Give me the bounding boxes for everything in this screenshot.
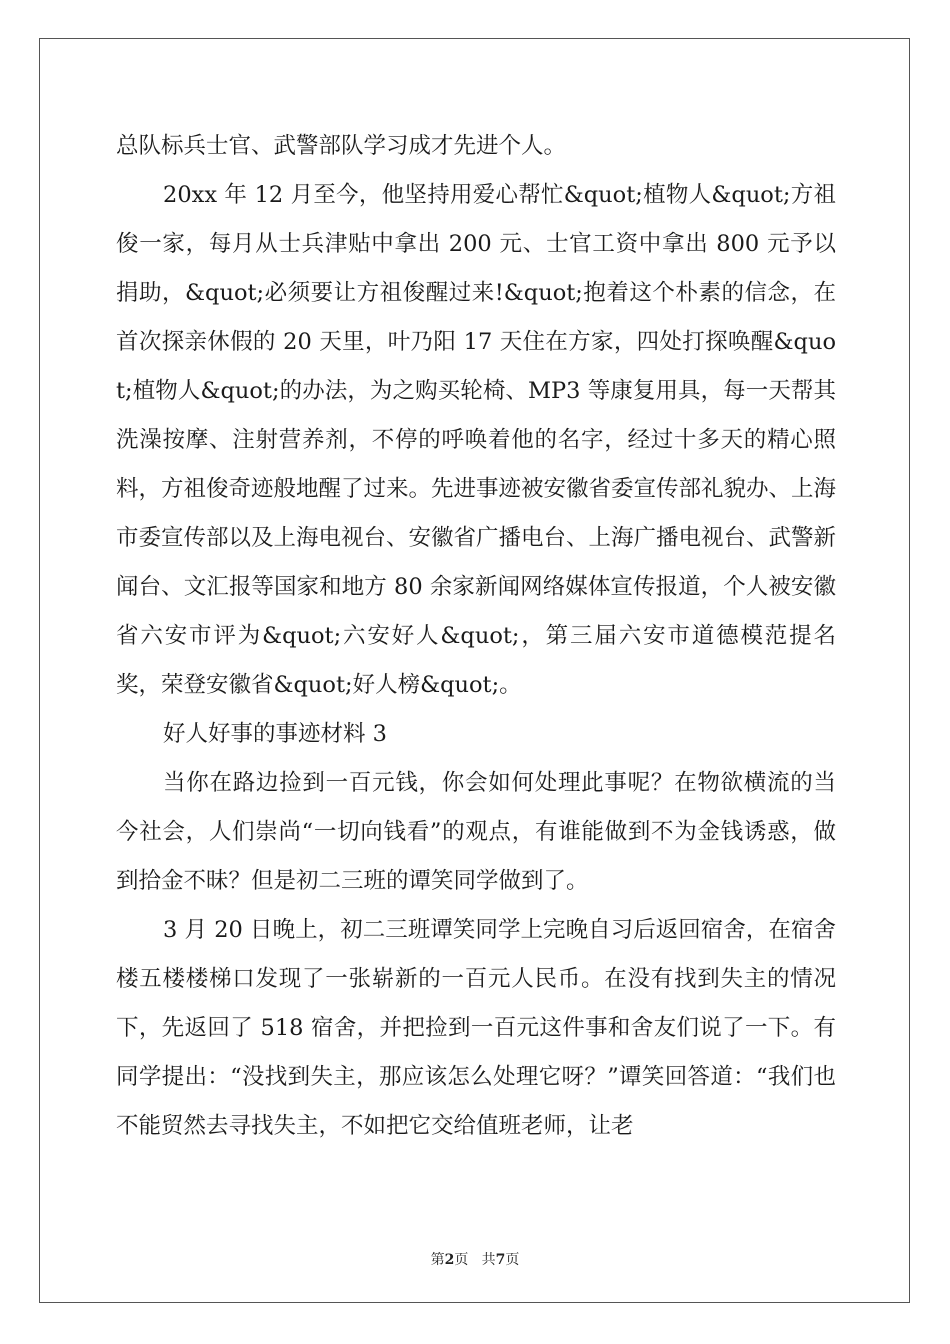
page-prefix: 第 [430, 1252, 445, 1268]
paragraph-continuation: 总队标兵士官、武警部队学习成才先进个人。 [116, 133, 567, 159]
document-body [116, 122, 836, 1151]
paragraph-story-2-body: 3 月 20 日晚上，初二三班谭笑同学上完晚自习后返回宿舍，在宿舍楼五楼楼梯口发现了一张崭新的一百元人民币。在没有找到失主的情况下，先返回了 518 宿舍，并把捡到一百元这件事和舍友们说了一下。有同学提出：“没找到失主，那应该怎么处理它呀？”谭笑回答道：“我们也不能贸然去寻找失主，不如把它交给值班老师，让老 [116, 917, 836, 1139]
total-unit: 页 [505, 1252, 520, 1268]
total-pages: 7 [495, 1252, 506, 1268]
section-heading: 好人好事的事迹材料 3 [163, 721, 387, 747]
paragraph-story-2-intro: 当你在路边捡到一百元钱，你会如何处理此事呢？在物欲横流的当今社会，人们崇尚“一切向钱看”的观点，有谁能做到不为金钱诱惑，做到拾金不昧？但是初二三班的谭笑同学做到了。 [116, 770, 836, 894]
paragraph-story-1: 20xx 年 12 月至今，他坚持用爱心帮忙&quot;植物人&quot;方祖俊一家，每月从士兵津贴中拿出 200 元、士官工资中拿出 800 元予以捐助，&quot;必须要让方祖俊醒过来!&quot;抱着这个朴素的信念，在首次探亲休假的 20 天里，叶乃阳 17 天住在方家，四处打探唤醒&quot;植物人&quot;的办法，为之购买轮椅、MP3 等康复用具，每一天帮其洗澡按摩、注射营养剂，不停的呼唤着他的名字，经过十多天的精心照料，方祖俊奇迹般地醒了过来。先进事迹被安徽省委宣传部礼貌办、上海市委宣传部以及上海电视台、安徽省广播电台、上海广播电视台、武警新闻台、文汇报等国家和地方 80 余家新闻网络媒体宣传报道，个人被安徽省六安市评为&quot;六安好人&quot;，第三届六安市道德模范提名奖，荣登安徽省&quot;好人榜&quot;。 [116, 182, 837, 698]
page-number: 2 [444, 1252, 455, 1268]
page-footer [0, 1250, 950, 1270]
total-prefix: 共 [481, 1252, 496, 1268]
page-unit: 页 [454, 1252, 469, 1268]
